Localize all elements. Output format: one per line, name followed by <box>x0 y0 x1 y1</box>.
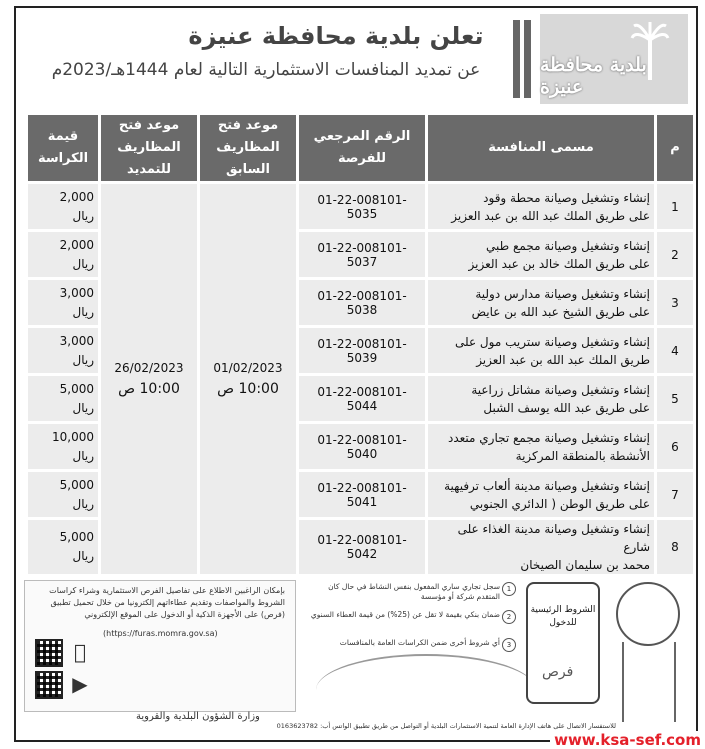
qr-code-android[interactable] <box>35 671 63 699</box>
row-num: 7 <box>657 472 693 517</box>
row-price: 5,000 ريال <box>28 472 98 517</box>
row-num: 2 <box>657 232 693 277</box>
footer <box>16 574 696 740</box>
row-ref: 01-22-008101-5035 <box>299 184 425 229</box>
row-name: إنشاء وتشغيل وصيانة مشاتل زراعية على طريق عبد الله يوسف الشبل <box>428 376 654 421</box>
header-ext-date: موعد فتح المظاريف للتمديد <box>101 115 197 181</box>
ext-open-date: 26/02/2023 10:00 ص <box>101 184 197 574</box>
row-ref: 01-22-008101-5041 <box>299 472 425 517</box>
row-ref: 01-22-008101-5040 <box>299 424 425 469</box>
watermark-link[interactable]: www.ksa-sef.com <box>550 731 705 749</box>
tower-graphic <box>622 642 676 722</box>
municipality-logo <box>540 14 688 104</box>
header-prev-date: موعد فتح المظاريف السابق <box>200 115 296 181</box>
logo-text: بلدية محافظة عنيزة <box>540 54 647 98</box>
condition-item: 1 سجل تجاري ساري المفعول بنفس النشاط في حال كان المتقدم شركة أو مؤسسة <box>306 582 516 604</box>
row-price: 10,000 ريال <box>28 424 98 469</box>
decor-arc <box>316 654 536 726</box>
header-ref: الرقم المرجعي للفرصة <box>299 115 425 181</box>
info-text: بإمكان الراغبين الاطلاع على تفاصيل الفرص الاستثمارية وشراء كراسات الشروط والمواصفات وتقديم عطاءاتهم إلكترونيا من خلال تحميل تطبيق (فرص) على الأجهزة الذكية أو الدخول على الموقع الإلكتروني <box>49 586 285 619</box>
row-name: إنشاء وتشغيل وصيانة مدينة الغذاء على شارع محمد بن سليمان الصيخان <box>428 520 654 574</box>
header-name: مسمى المنافسة <box>428 115 654 181</box>
row-name: إنشاء وتشغيل وصيانة ستريب مول على طريق الملك عبد الله بن عبد العزيز <box>428 328 654 373</box>
play-store-icon[interactable]: ▶ <box>72 672 88 696</box>
row-name: إنشاء وتشغيل وصيانة محطة وقود على طريق الملك عبد الله بن عبد العزيز <box>428 184 654 229</box>
contact-text: للاستفسار الاتصال على هاتف الإدارة العامة لتنمية الاستثمارات البلدية أو التواصل من طريق تطبيق الواتس أب: 0163623782 <box>276 722 616 730</box>
row-name: إنشاء وتشغيل وصيانة مجمع تجاري متعدد الأنشطة بالمنطقة المركزية <box>428 424 654 469</box>
row-name: إنشاء وتشغيل وصيانة مجمع طبي على طريق الملك خالد بن عبد العزيز <box>428 232 654 277</box>
row-price: 2,000 ريال <box>28 184 98 229</box>
clock-tower-icon <box>616 582 680 646</box>
ad-frame <box>14 6 698 742</box>
page-title: تعلن بلدية محافظة عنيزة <box>188 22 484 50</box>
row-price: 5,000 ريال <box>28 520 98 574</box>
prev-open-date: 01/02/2023 10:00 ص <box>200 184 296 574</box>
row-num: 3 <box>657 280 693 325</box>
row-price: 5,000 ريال <box>28 376 98 421</box>
row-ref: 01-22-008101-5037 <box>299 232 425 277</box>
row-ref: 01-22-008101-5042 <box>299 520 425 574</box>
table-header-row <box>28 115 693 181</box>
page-subtitle: عن تمديد المنافسات الاستثمارية التالية لعام 1444هـ/2023م <box>51 60 481 80</box>
row-price: 3,000 ريال <box>28 280 98 325</box>
apple-icon[interactable] <box>69 641 91 663</box>
row-name: إنشاء وتشغيل وصيانة مدارس دولية على طريق الشيخ عبد الله بن عايض <box>428 280 654 325</box>
header-num: م <box>657 115 693 181</box>
row-ref: 01-22-008101-5044 <box>299 376 425 421</box>
furas-url[interactable]: (https://furas.momra.gov.sa) <box>103 629 218 638</box>
header <box>16 8 696 110</box>
info-box <box>24 580 296 712</box>
decor-bars <box>509 20 531 98</box>
ministry-name: وزارة الشؤون البلدية والقروية <box>136 711 260 722</box>
row-price: 3,000 ريال <box>28 328 98 373</box>
row-name: إنشاء وتشغيل وصيانة مدينة ألعاب ترفيهية على طريق الوطن ( الدائري الجنوبي <box>428 472 654 517</box>
condition-item: 2 ضمان بنكي بقيمة لا تقل عن (25%) من قيمة العطاء السنوي <box>306 610 516 632</box>
row-ref: 01-22-008101-5039 <box>299 328 425 373</box>
condition-item: 3 أي شروط أخرى ضمن الكراسات العامة بالمنافسات <box>306 638 516 660</box>
phone-title: الشروط الرئيسية للدخول <box>530 605 596 628</box>
row-num: 5 <box>657 376 693 421</box>
header-price: قيمة الكراسة <box>28 115 98 181</box>
table-row <box>28 184 693 229</box>
furas-logo: فرص <box>542 664 574 680</box>
row-num: 6 <box>657 424 693 469</box>
row-price: 2,000 ريال <box>28 232 98 277</box>
row-num: 1 <box>657 184 693 229</box>
qr-code-ios[interactable] <box>35 639 63 667</box>
row-num: 8 <box>657 520 693 574</box>
row-ref: 01-22-008101-5038 <box>299 280 425 325</box>
competitions-table <box>25 112 696 577</box>
row-num: 4 <box>657 328 693 373</box>
phone-graphic <box>526 582 600 704</box>
